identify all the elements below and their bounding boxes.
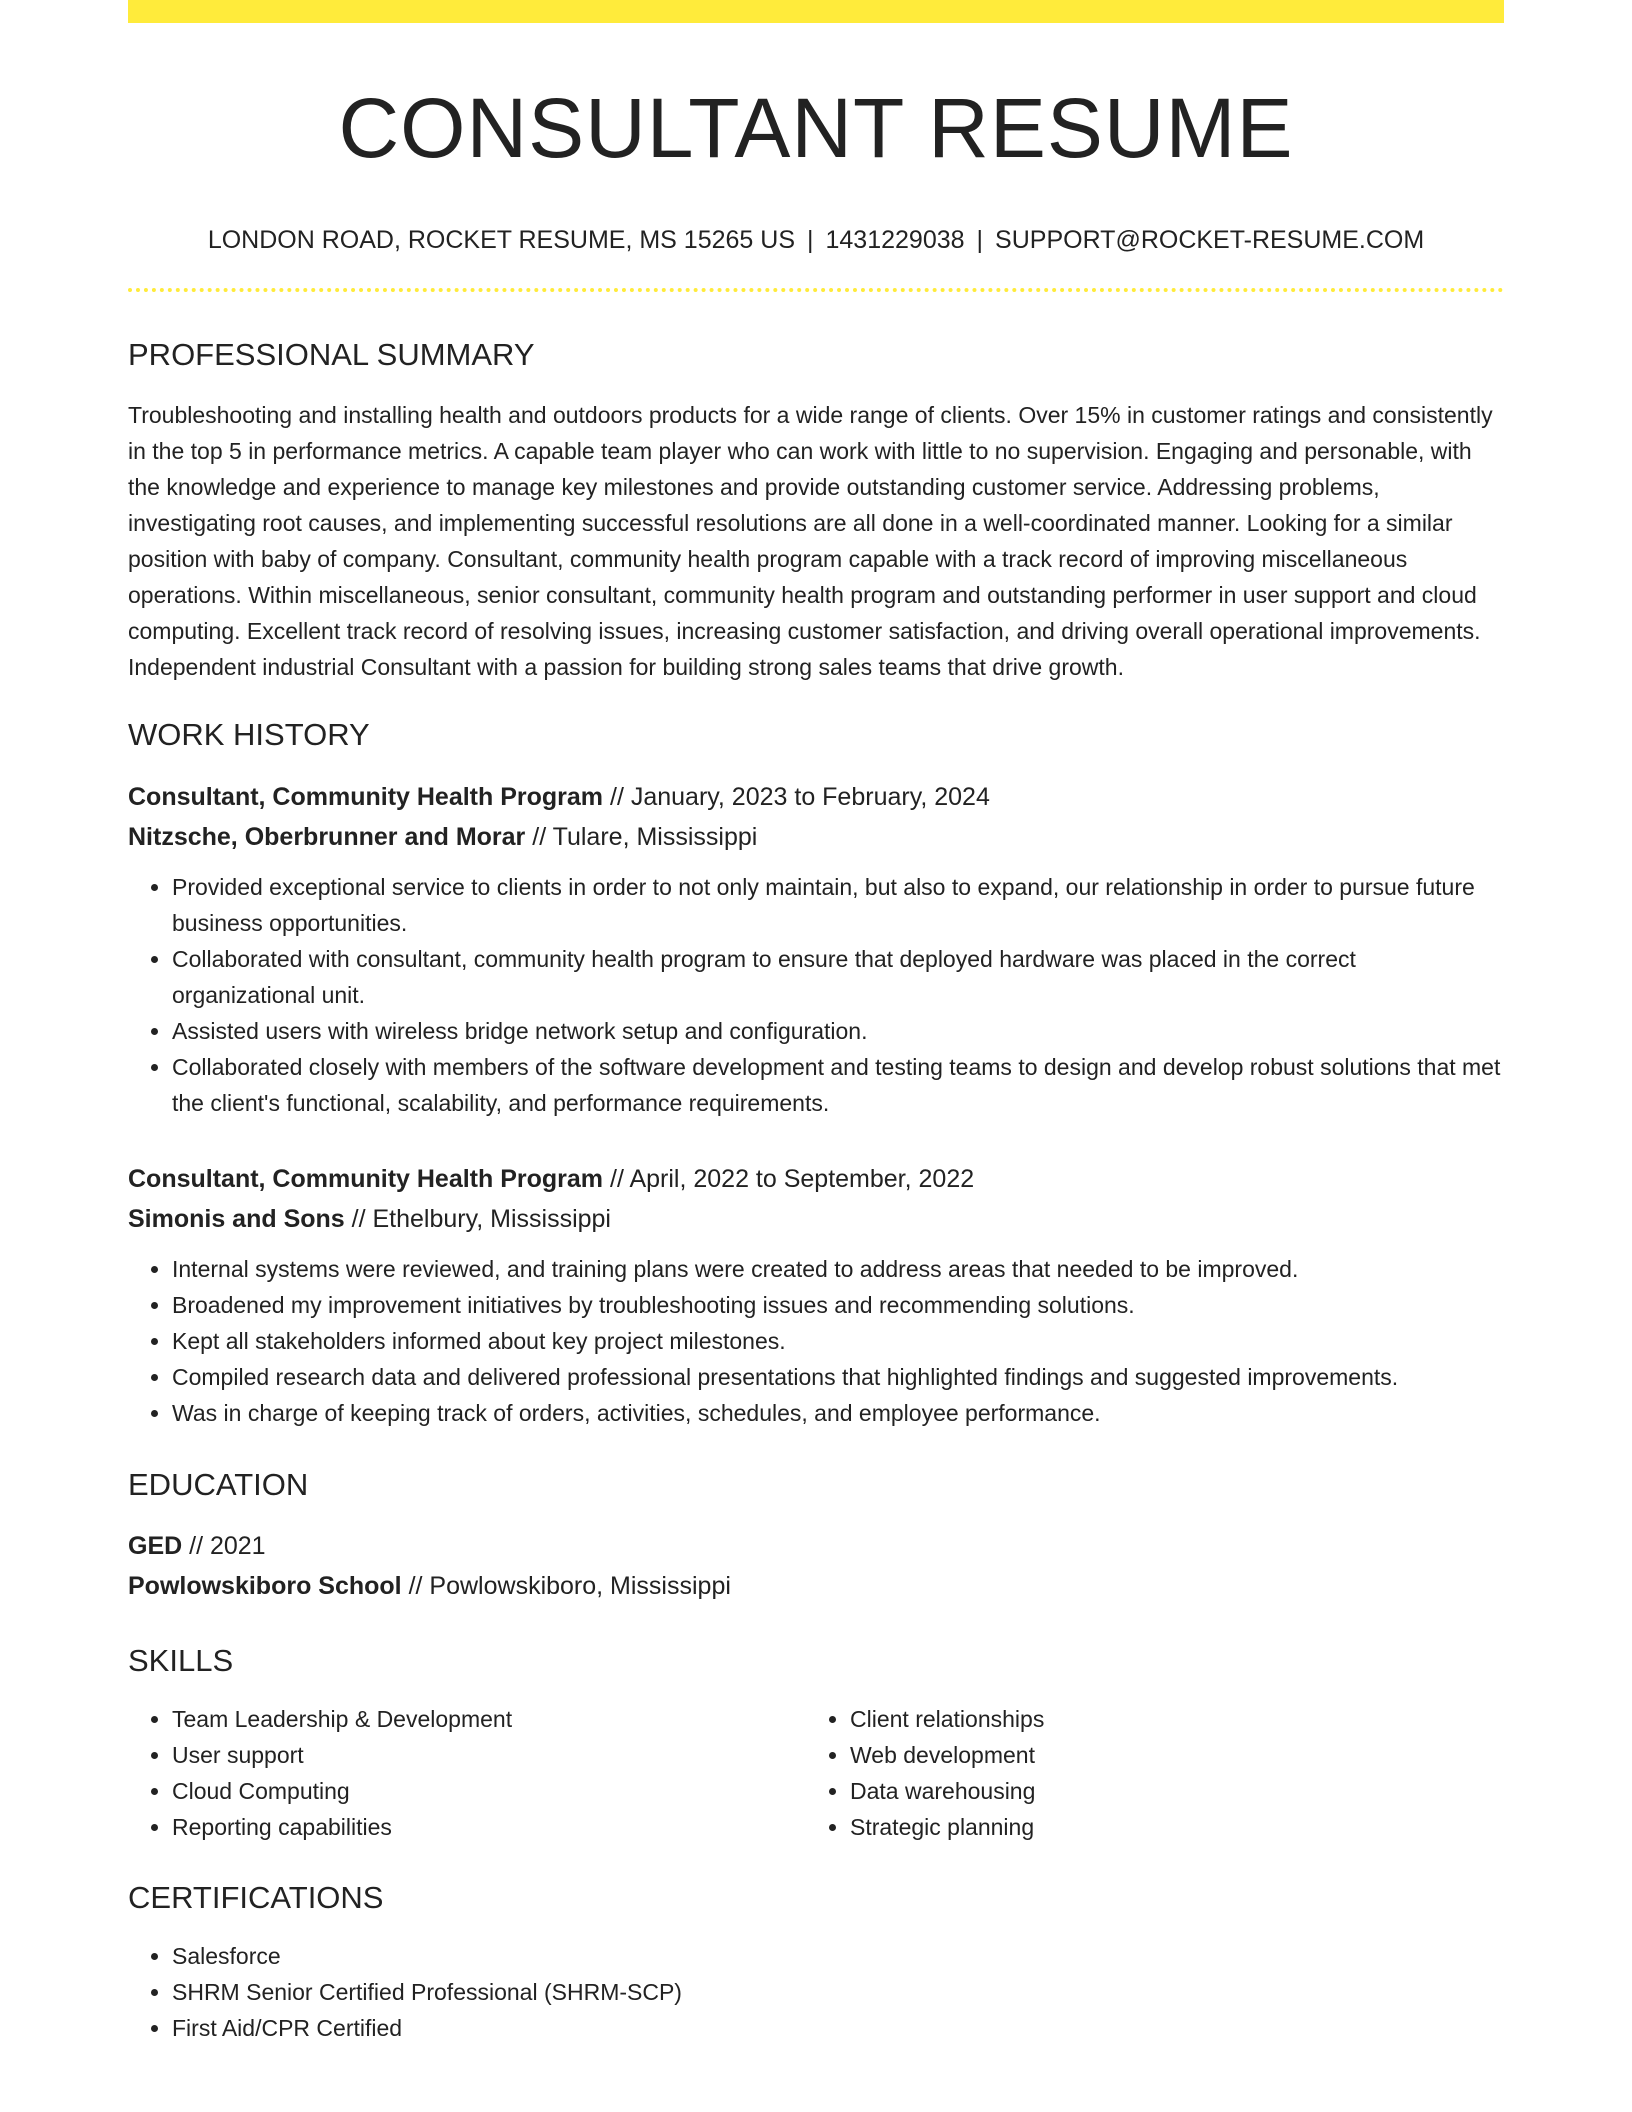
job-bullet: • Collaborated with consultant, community health program to ensure that deployed hardware was placed in the correct organizational unit. — [172, 941, 1504, 1013]
job-bullet: • Provided exceptional service to clients in order to not only maintain, but also to expand, our relationship in order to pursue future business opportunities. — [172, 869, 1504, 941]
contact-separator: | — [976, 226, 984, 254]
job-dates: // April, 2022 to September, 2022 — [603, 1165, 975, 1194]
contact-phone: 1431229038 — [825, 226, 965, 254]
certification-item: • First Aid/CPR Certified — [172, 2010, 1504, 2046]
skill-item: • Team Leadership & Development — [172, 1701, 806, 1737]
skills-heading: SKILLS — [128, 1642, 234, 1678]
skill-item: • Client relationships — [850, 1701, 1484, 1737]
skills-left-column — [128, 1701, 806, 1845]
job-role-line — [128, 1159, 1504, 1199]
work-history-heading: WORK HISTORY — [128, 717, 370, 753]
education-degree-line — [128, 1526, 1504, 1566]
education-school-line — [128, 1566, 1504, 1606]
job-bullets — [128, 1251, 1504, 1431]
skill-item: • User support — [172, 1737, 806, 1773]
job-role-line — [128, 777, 1504, 817]
job-company-line — [128, 817, 1504, 857]
job-entry — [128, 777, 1504, 1121]
education-degree: GED — [128, 1531, 183, 1560]
skill-item: • Web development — [850, 1737, 1484, 1773]
header-divider — [128, 288, 1504, 292]
education-school: Powlowskiboro School — [128, 1571, 402, 1600]
job-entry — [128, 1159, 1504, 1431]
skill-item: • Data warehousing — [850, 1773, 1484, 1809]
job-role: Consultant, Community Health Program — [128, 1165, 604, 1194]
job-location: // Ethelbury, Mississippi — [344, 1205, 611, 1234]
summary-heading: PROFESSIONAL SUMMARY — [128, 337, 535, 372]
contact-line — [128, 228, 1504, 253]
job-role: Consultant, Community Health Program — [128, 783, 604, 812]
job-bullet: • Internal systems were reviewed, and training plans were created to address areas that needed to be improved. — [172, 1251, 1504, 1287]
skill-item: • Reporting capabilities — [172, 1809, 806, 1845]
job-bullet: • Was in charge of keeping track of orders, activities, schedules, and employee performance. — [172, 1395, 1504, 1431]
job-company: Simonis and Sons — [128, 1205, 345, 1234]
contact-separator: | — [807, 226, 814, 254]
education-entry — [128, 1526, 1504, 1606]
contact-email: SUPPORT@ROCKET-RESUME.COM — [995, 226, 1425, 254]
skills-right-column — [806, 1701, 1484, 1845]
education-location: // Powlowskiboro, Mississippi — [401, 1571, 731, 1600]
job-bullet: • Compiled research data and delivered professional presentations that highlighted findings and suggested improvements. — [172, 1359, 1504, 1395]
certifications-list — [128, 1938, 1504, 2046]
job-company: Nitzsche, Oberbrunner and Morar — [128, 823, 526, 852]
skills-grid — [128, 1701, 1504, 1845]
job-bullets — [128, 869, 1504, 1121]
skill-item: • Cloud Computing — [172, 1773, 806, 1809]
certifications-heading: CERTIFICATIONS — [128, 1879, 384, 1915]
resume-title: CONSULTANT RESUME — [338, 81, 1294, 175]
job-bullet: • Kept all stakeholders informed about key project milestones. — [172, 1323, 1504, 1359]
job-bullet: • Broadened my improvement initiatives by troubleshooting issues and recommending solutions. — [172, 1287, 1504, 1323]
summary-text: Troubleshooting and installing health and outdoors products for a wide range of clients. Over 15% in customer ratings and consistently in the top 5 in performance metrics. A capable team player who can work with little to no supervision. Engaging and personable, with the knowledge and experience to manage key milestones and provide outstanding customer service. Addressing problems, investigating root causes, and implementing successful resolutions are all done in a well-coordinated manner. Looking for a similar position with baby of company. Consultant, community health program capable with a track record of improving miscellaneous operations. Within miscellaneous, senior consultant, community health program and outstanding performer in user support and cloud computing. Excellent track record of resolving issues, increasing customer satisfaction, and driving overall operational improvements. Independent industrial Consultant with a passion for building strong sales teams that drive growth. — [128, 402, 1493, 681]
resume-page — [128, 0, 1504, 2046]
job-dates: // January, 2023 to February, 2024 — [603, 783, 990, 812]
certification-item: • SHRM Senior Certified Professional (SHRM-SCP) — [172, 1974, 1504, 2010]
contact-address: LONDON ROAD, ROCKET RESUME, MS 15265 US — [207, 226, 795, 254]
education-year: // 2021 — [182, 1531, 266, 1560]
education-heading: EDUCATION — [128, 1467, 309, 1503]
job-bullet: • Assisted users with wireless bridge network setup and configuration. — [172, 1013, 1504, 1049]
job-location: // Tulare, Mississippi — [525, 823, 758, 852]
certification-item: • Salesforce — [172, 1938, 1504, 1974]
accent-top-bar — [128, 0, 1504, 23]
job-company-line — [128, 1199, 1504, 1239]
skill-item: • Strategic planning — [850, 1809, 1484, 1845]
job-bullet: • Collaborated closely with members of the software development and testing teams to design and develop robust solutions that met the client's functional, scalability, and performance requirements. — [172, 1049, 1504, 1121]
